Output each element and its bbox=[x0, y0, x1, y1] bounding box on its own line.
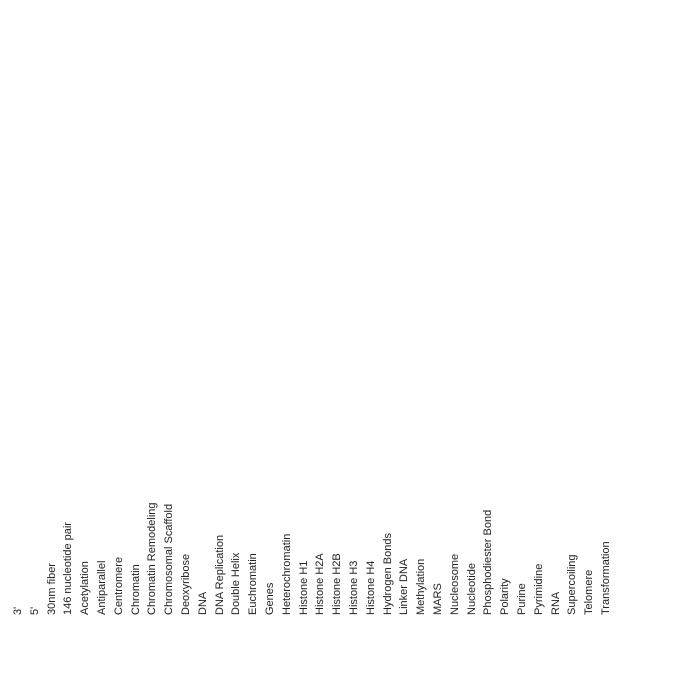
term-item: Linker DNA bbox=[398, 558, 411, 615]
term-item: Centromere bbox=[112, 556, 125, 615]
term-item: Chromatin Remodeling bbox=[146, 502, 159, 615]
term-item: 3' bbox=[12, 606, 24, 615]
term-item: Chromatin bbox=[129, 564, 142, 615]
term-item: Phosphodiester Bond bbox=[482, 509, 495, 615]
term-item: Histone H3 bbox=[347, 560, 360, 615]
term-item: Hydrogen Bonds bbox=[381, 533, 394, 615]
vocabulary-term-list bbox=[10, 455, 615, 615]
term-item: Transformation bbox=[599, 541, 612, 615]
term-item: Nucleosome bbox=[448, 553, 461, 615]
term-item: Telomere bbox=[583, 569, 596, 615]
term-item: Deoxyribose bbox=[179, 553, 192, 615]
term-item: Heterochromatin bbox=[280, 533, 293, 615]
term-item: Double Helix bbox=[230, 552, 243, 615]
term-item: 146 nucleotide pair bbox=[62, 522, 75, 615]
term-item: Methylation bbox=[415, 558, 428, 615]
term-item: Chromosomal Scaffold bbox=[163, 503, 176, 615]
term-item: Histone H2A bbox=[314, 553, 327, 615]
term-item: Acetylation bbox=[79, 561, 92, 615]
term-item: Antiparallel bbox=[95, 560, 108, 615]
term-item: Genes bbox=[263, 582, 276, 615]
term-item: DNA Replication bbox=[213, 534, 226, 615]
term-item: Purine bbox=[515, 583, 528, 615]
term-item: MARS bbox=[431, 583, 444, 615]
term-item: Histone H2B bbox=[331, 553, 344, 615]
term-item: 5' bbox=[28, 606, 41, 615]
term-item: Histone H1 bbox=[297, 560, 310, 615]
term-item: Supercoiling bbox=[566, 554, 579, 615]
term-item: Nucleotide bbox=[465, 563, 478, 615]
term-item: 30nm fiber bbox=[45, 563, 58, 615]
term-item: Pyrimidine bbox=[532, 563, 545, 615]
term-item: RNA bbox=[549, 591, 562, 615]
term-item: Histone H4 bbox=[364, 560, 377, 615]
term-item: Polarity bbox=[499, 578, 512, 615]
term-item: Euchromatin bbox=[247, 553, 260, 615]
term-item: DNA bbox=[196, 591, 209, 615]
